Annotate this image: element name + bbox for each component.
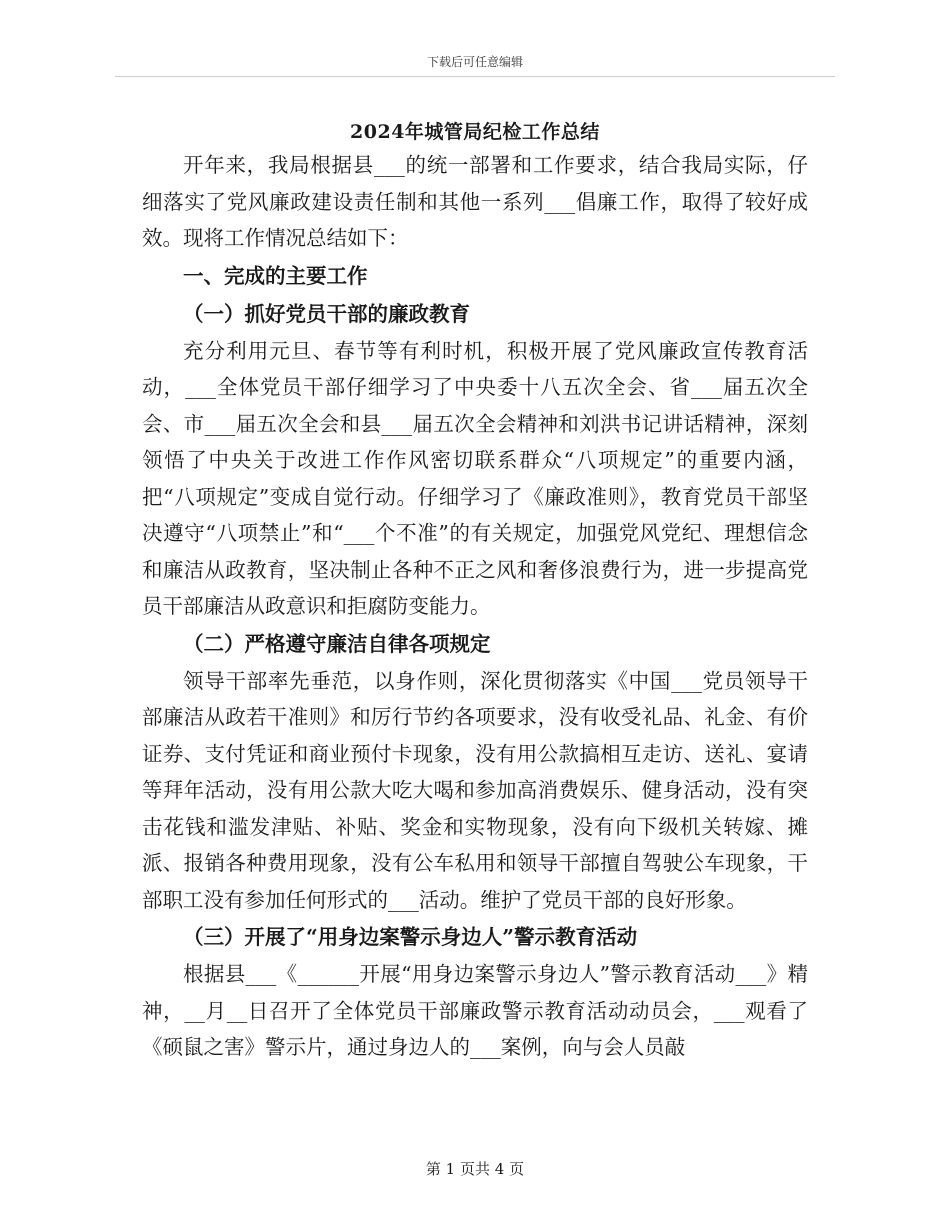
subsection-paragraph-2: 领导干部率先垂范，以身作则，深化贯彻落实《中国___党员领导干部廉洁从政若干准则》和厉行节约各项要求，没有收受礼品、礼金、有价证券、支付凭证和商业预付卡现象，没有用公款搞相互走访、送礼、宴请等拜年活动，没有用公款大吃大喝和参加高消费娱乐、健身活动，没有突击花钱和滥发津贴、补贴、奖金和实物现象，没有向下级机关转嫁、摊派、报销各种费用现象，没有公车私用和领导干部擅自驾驶公车现象，干部职工没有参加任何形式的___活动。维护了党员干部的良好形象。 xyxy=(142,668,808,912)
intro-paragraph: 开年来，我局根据县___的统一部署和工作要求，结合我局实际，仔细落实了党风廉政建设责任制和其他一系列___倡廉工作，取得了较好成效。现将工作情况总结如下： xyxy=(142,153,808,250)
header-note: 下载后可任意编辑 xyxy=(426,55,523,69)
subsection-heading-3: （三）开展了“用身边案警示身边人”警示教育活动 xyxy=(183,925,638,949)
subsection-heading-2: （二）严格遵守廉洁自律各项规定 xyxy=(183,631,491,656)
subsection-heading-1: （一）抓好党员干部的廉政教育 xyxy=(183,301,470,326)
document-title: 2024年城管局纪检工作总结 xyxy=(350,121,600,143)
page-number: 第 1 页共 4 页 xyxy=(425,1160,525,1178)
document-body xyxy=(142,147,808,1066)
subsection-paragraph-1: 充分利用元旦、春节等有利时机，积极开展了党风廉政宣传教育活动，___全体党员干部仔细学习了中央委十八五次全会、省___届五次全会、市___届五次全会和县___届五次全会精神和刘洪书记讲话精神，深刻领悟了中央关于改进工作作风密切联系群众“八项规定”的重要内涵，把“八项规定”变成自觉行动。仔细学习了《廉政准则》，教育党员干部坚决遵守“八项禁止”和“___个不准”的有关规定，加强党风党纪、理想信念和廉洁从政教育，坚决制止各种不正之风和奢侈浪费行为，进一步提高党员干部廉洁从政意识和拒腐防变能力。 xyxy=(142,338,808,618)
subsection-paragraph-3: 根据县___《______开展“用身边案警示身边人”警示教育活动___》精神，__月__日召开了全体党员干部廉政警示教育活动动员会，___观看了《硕鼠之害》警示片，通过身边人的___案例，向与会人员敲 xyxy=(142,962,808,1059)
header-divider xyxy=(115,76,835,77)
section-heading-1: 一、完成的主要工作 xyxy=(183,263,368,288)
